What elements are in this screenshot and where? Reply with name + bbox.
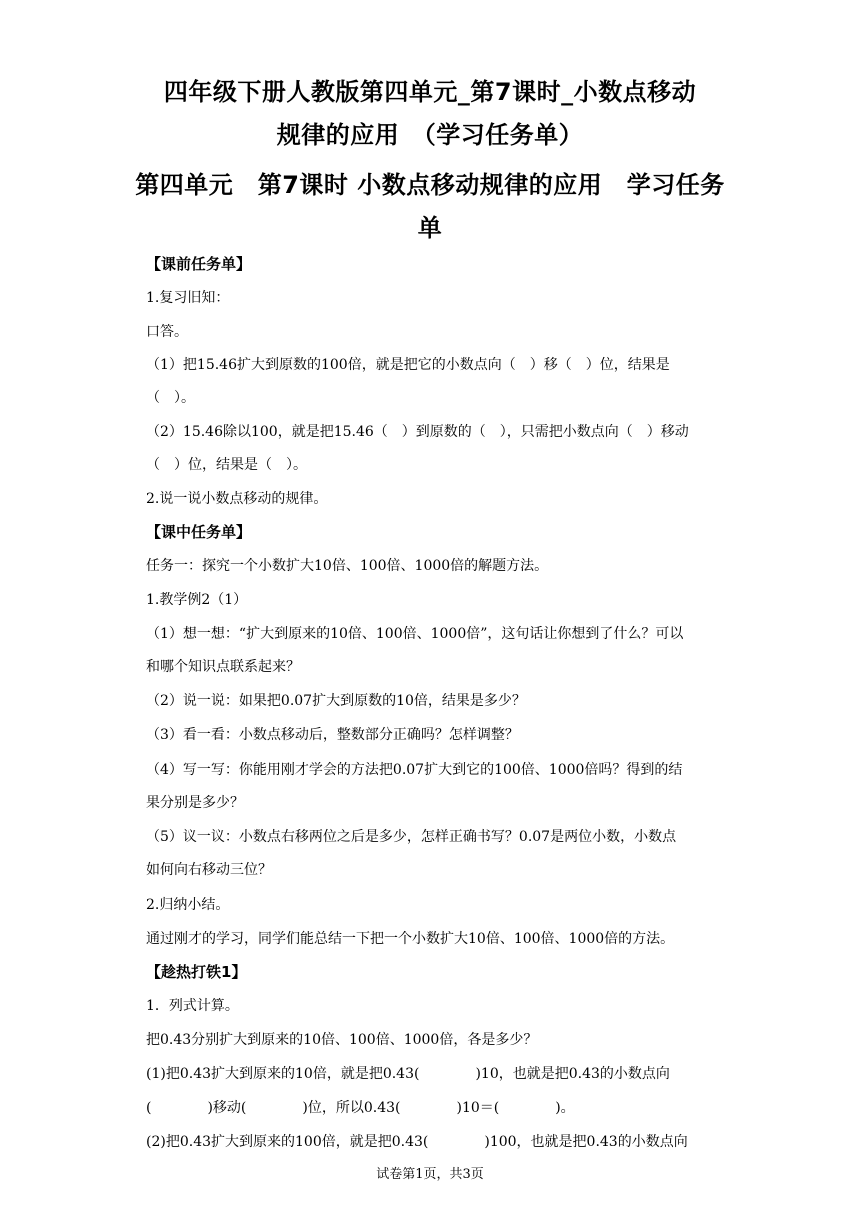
text-line: ( )移动( )位，所以0.43( )10＝( )。 <box>146 1100 575 1116</box>
text-line: (1)把0.43扩大到原来的10倍，就是把0.43( )10，也就是把0.43的小数点向 <box>146 1066 670 1082</box>
text-line: 1.复习旧知： <box>146 290 230 306</box>
section-heading-practice-1: 【趁热打铁1】 <box>146 963 247 981</box>
text-line: 口答。 <box>146 324 188 340</box>
text-line: 和哪个知识点联系起来？ <box>146 659 300 675</box>
page-footer: 试卷第1页，共3页 <box>376 1167 484 1182</box>
text-line: （1）把15.46扩大到原数的100倍，就是把它的小数点向（ ）移（ ）位，结果是 <box>146 357 670 373</box>
text-line: 任务一：探究一个小数扩大10倍、100倍、1000倍的解题方法。 <box>146 558 549 574</box>
text-line: （ ）位，结果是（ ）。 <box>146 457 307 473</box>
text-line: 2.归纳小结。 <box>146 897 230 913</box>
text-line: （4）写一写：你能用刚才学会的方法把0.07扩大到它的100倍、1000倍吗？得到的结 <box>146 762 683 778</box>
document-title-line-2: 规律的应用 （学习任务单） <box>276 121 584 149</box>
text-line: 把0.43分别扩大到原来的10倍、100倍、1000倍，各是多少？ <box>146 1032 538 1048</box>
text-line: 通过刚才的学习，同学们能总结一下把一个小数扩大10倍、100倍、1000倍的方法。 <box>146 931 675 947</box>
document-subtitle-line-1: 第四单元 第7课时 小数点移动规律的应用 学习任务 <box>135 171 725 199</box>
section-heading-pre-class: 【课前任务单】 <box>146 255 252 273</box>
text-line: （2）15.46除以100，就是把15.46（ ）到原数的（ ），只需把小数点向（ ）移动 <box>146 424 689 440</box>
text-line: （2）说一说：如果把0.07扩大到原数的10倍，结果是多少？ <box>146 693 526 709</box>
text-line: 1．列式计算。 <box>146 998 239 1014</box>
document-title-line-1: 四年级下册人教版第四单元_第7课时_小数点移动 <box>163 78 697 106</box>
text-line: （5）议一议：小数点右移两位之后是多少，怎样正确书写？0.07是两位小数，小数点 <box>146 829 677 845</box>
text-line: 如何向右移动三位？ <box>146 862 272 878</box>
text-line: （1）想一想：“扩大到原来的10倍、100倍、1000倍”，这句话让你想到了什么？可以 <box>146 626 684 642</box>
text-line: 果分别是多少？ <box>146 795 244 811</box>
section-heading-in-class: 【课中任务单】 <box>146 523 252 541</box>
document-subtitle-line-2: 单 <box>417 214 443 242</box>
text-line: 2.说一说小数点移动的规律。 <box>146 491 328 507</box>
text-line: (2)把0.43扩大到原来的100倍，就是把0.43( )100，也就是把0.43的小数点向 <box>146 1134 688 1150</box>
text-line: （3）看一看：小数点移动后，整数部分正确吗？怎样调整？ <box>146 727 519 743</box>
text-line: （ ）。 <box>146 390 195 406</box>
text-line: 1.教学例2（1） <box>146 592 248 608</box>
